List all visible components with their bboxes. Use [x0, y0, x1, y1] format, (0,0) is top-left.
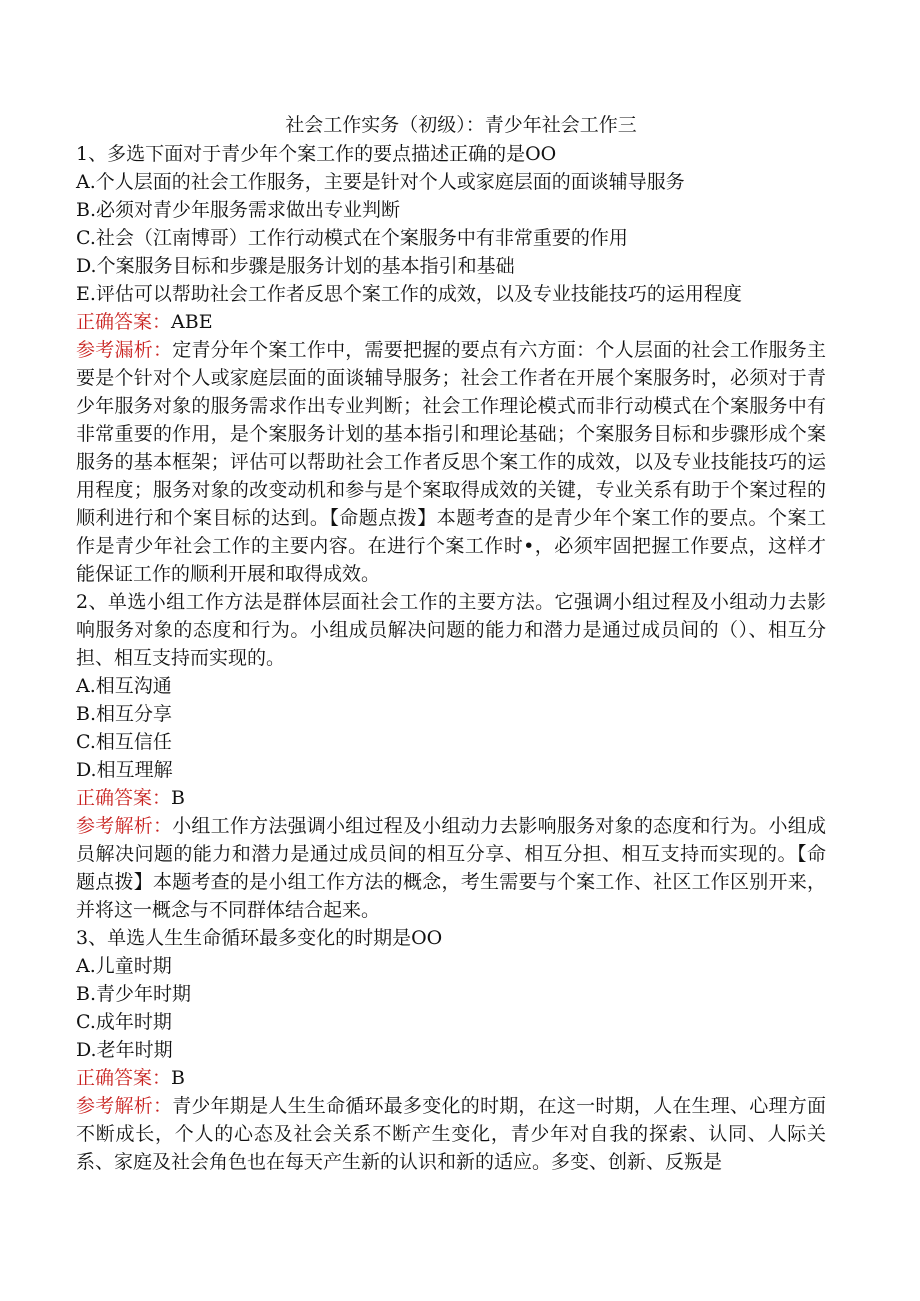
option-a: A.相互沟通	[76, 675, 172, 697]
answer-line	[76, 308, 826, 336]
answer-value: B	[171, 787, 185, 809]
answer-label: 正确答案：	[76, 1067, 172, 1089]
analysis-paragraph	[76, 812, 826, 924]
answer-label: 正确答案：	[76, 311, 172, 333]
analysis-text: 定青分年个案工作中，需要把握的要点有六方面：个人层面的社会工作服务主要是个针对个人或家庭层面的面谈辅导服务；社会工作者在开展个案服务时，必须对于青少年服务对象的服务需求作出专业判断；社会工作理论模式而非行动模式在个案服务中有非常重要的作用，是个案服务计划的基本指引和理论基础；个案服务目标和步骤形成个案服务的基本框架；评估可以帮助社会工作者反思个案工作的成效，以及专业技能技巧的运用程度；服务对象的改变动机和参与是个案取得成效的关键，专业关系有助于个案过程的顺利进行和个案目标的达到。【命题点拨】本题考查的是青少年个案工作的要点。个案工作是青少年社会工作的主要内容。在进行个案工作时•，必须牢固把握工作要点，这样才能保证工作的顺利开展和取得成效。	[76, 339, 826, 585]
analysis-label: 参考漏析：	[76, 339, 173, 361]
option-a: A.儿童时期	[76, 955, 172, 977]
question-2	[76, 588, 826, 924]
analysis-label: 参考解析：	[76, 1095, 173, 1117]
option-list	[76, 672, 826, 784]
question-stem: 2、单选小组工作方法是群体层面社会工作的主要方法。它强调小组过程及小组动力去影响服务对象的态度和行为。小组成员解决问题的能力和潜力是通过成员间的（）、相互分担、相互支持而实现的。	[76, 591, 826, 669]
option-c: C.成年时期	[76, 1011, 172, 1033]
question-1	[76, 140, 826, 588]
answer-label: 正确答案：	[76, 787, 172, 809]
document-page	[76, 110, 826, 1176]
analysis-label: 参考解析：	[76, 815, 173, 837]
option-list	[76, 952, 826, 1064]
question-stem: 3、单选人生生命循环最多变化的时期是OO	[76, 927, 443, 949]
option-list	[76, 168, 826, 308]
option-c: C.相互信任	[76, 731, 172, 753]
option-d: D.相互理解	[76, 759, 173, 781]
option-b: B.青少年时期	[76, 983, 192, 1005]
option-d: D.老年时期	[76, 1039, 173, 1061]
analysis-paragraph	[76, 336, 826, 588]
option-a: A.个人层面的社会工作服务，主要是针对个人或家庭层面的面谈辅导服务	[76, 171, 685, 193]
option-d: D.个案服务目标和步骤是服务计划的基本指引和基础	[76, 255, 515, 277]
analysis-text: 青少年期是人生生命循环最多变化的时期，在这一时期，人在生理、心理方面不断成长，个人的心态及社会关系不断产生变化，青少年对自我的探索、认同、人际关系、家庭及社会角色也在每天产生新的认识和新的适应。多变、创新、反叛是	[76, 1095, 826, 1173]
answer-line	[76, 1064, 826, 1092]
option-e: E.评估可以帮助社会工作者反思个案工作的成效，以及专业技能技巧的运用程度	[76, 283, 742, 305]
analysis-paragraph	[76, 1092, 826, 1176]
answer-value: ABE	[171, 311, 213, 333]
option-b: B.必须对青少年服务需求做出专业判断	[76, 199, 401, 221]
option-c: C.社会（江南博哥）工作行动模式在个案服务中有非常重要的作用	[76, 227, 628, 249]
document-title: 社会工作实务（初级）：青少年社会工作三	[285, 114, 637, 136]
answer-line	[76, 784, 826, 812]
option-b: B.相互分享	[76, 703, 173, 725]
analysis-text: 小组工作方法强调小组过程及小组动力去影响服务对象的态度和行为。小组成员解决问题的能力和潜力是通过成员间的相互分享、相互分担、相互支持而实现的。【命题点拨】本题考查的是小组工作方法的概念，考生需要与个案工作、社区工作区别开来，并将这一概念与不同群体结合起来。	[76, 815, 826, 921]
question-3	[76, 924, 826, 1176]
question-stem: 1、多选下面对于青少年个案工作的要点描述正确的是OO	[76, 143, 557, 165]
answer-value: B	[171, 1067, 185, 1089]
